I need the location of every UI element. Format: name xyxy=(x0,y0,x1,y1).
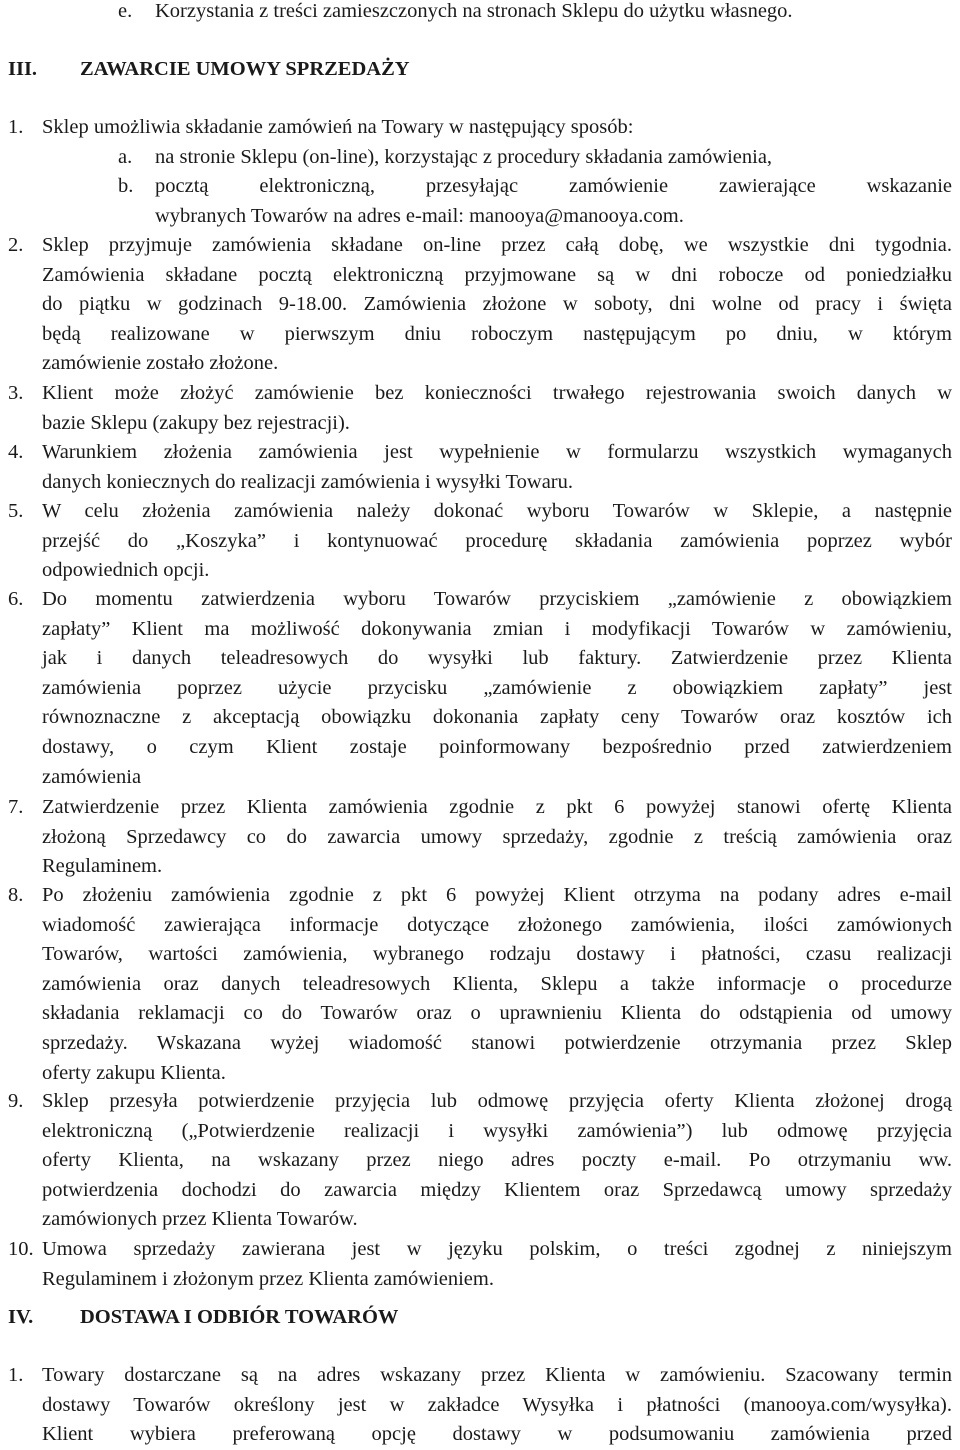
point-text-line: Towary dostarczane są na adres wskazany przez Klienta w zamówieniu. Szacowany termin xyxy=(42,1364,952,1386)
point-text-line: potwierdzenia dochodzi do zawarcia między Klientem oraz Sprzedawcą umowy sprzedaży xyxy=(42,1178,952,1201)
point-number: 4. xyxy=(8,441,24,463)
point-text-line: zapłaty” Klient ma możliwość dokonywania zmian i modyfikacji Towarów w zamówieniu, xyxy=(42,617,952,640)
point-text-line: Klient może złożyć zamówienie bez konieczności trwałego rejestrowania swoich danych w xyxy=(42,382,952,404)
point-text-line: jak i danych teleadresowych do wysyłki lub faktury. Zatwierdzenie przez Klienta xyxy=(42,647,952,670)
point-number: 1. xyxy=(8,116,24,138)
section-title: DOSTAWA I ODBIÓR TOWARÓW xyxy=(80,1306,399,1328)
point-text-line: W celu złożenia zamówienia należy dokonać wyboru Towarów w Sklepie, a następnie xyxy=(42,500,952,522)
list-marker: a. xyxy=(118,146,133,168)
point-number: 2. xyxy=(8,234,24,256)
point-text-line: do piątku w godzinach 9-18.00. Zamówienia złożone w soboty, dni wolne od pracy i święta xyxy=(42,293,952,316)
point-text-line: bazie Sklepu (zakupy bez rejestracji). xyxy=(42,411,350,434)
point-text-line: Do momentu zatwierdzenia wyboru Towarów przyciskiem „zamówienie z obowiązkiem xyxy=(42,588,952,610)
point-number: 10. xyxy=(8,1238,34,1260)
point-text-line: Sklep przyjmuje zamówienia składane on-line przez całą dobę, we wszystkie dni tygodnia. xyxy=(42,234,952,256)
point-text-line: sprzedaży. Wskazana wyżej wiadomość stanowi potwierdzenie otrzymania przez Sklep xyxy=(42,1032,952,1054)
point-text-line: Zamówienia składane pocztą elektroniczną przyjmowane są w dni robocze od poniedziałku xyxy=(42,263,952,286)
list-item-text: pocztą elektroniczną, przesyłając zamówienie zawierające wskazanie xyxy=(155,175,952,197)
list-item-text: wybranych Towarów na adres e-mail: manooya@manooya.com. xyxy=(155,205,684,227)
point-text-line: Warunkiem złożenia zamówienia jest wypełnienie w formularzu wszystkich wymaganych xyxy=(42,441,952,463)
section-number: III. xyxy=(8,58,38,80)
point-number: 8. xyxy=(8,884,24,906)
point-text-line: Sklep przesyła potwierdzenie przyjęcia lub odmowę przyjęcia oferty Klienta złożonej drogą xyxy=(42,1090,952,1112)
point-number: 7. xyxy=(8,796,24,818)
point-number: 9. xyxy=(8,1090,24,1112)
point-text-line: zamówienia poprzez użycie przycisku „zamówienie z obowiązkiem zapłaty” jest xyxy=(42,676,952,699)
point-text-line: oferty zakupu Klienta. xyxy=(42,1061,226,1084)
section-title: ZAWARCIE UMOWY SPRZEDAŻY xyxy=(80,58,410,80)
point-text-line: zamówienie zostało złożone. xyxy=(42,352,279,375)
point-text-line: Towarów, wartości zamówienia, wybranego rodzaju dostawy i płatności, czasu realizacji xyxy=(42,943,952,966)
point-text-line: Umowa sprzedaży zawierana jest w języku polskim, o treści zgodnej z niniejszym xyxy=(42,1238,952,1260)
point-text-line: składania reklamacji co do Towarów oraz o uprawnieniu Klienta do odstąpienia od umowy xyxy=(42,1002,952,1025)
point-number: 6. xyxy=(8,588,24,610)
list-marker: e. xyxy=(118,0,133,22)
point-text-line: Regulaminem. xyxy=(42,855,163,878)
point-text-line: Po złożeniu zamówienia zgodnie z pkt 6 powyżej Klient otrzyma na podany adres e-mail xyxy=(42,884,952,906)
point-text-line: dostawy Towarów określony jest w zakładce Wysyłka i płatności (manooya.com/wysyłka). xyxy=(42,1393,952,1416)
point-text-line: Klient wybiera preferowaną opcję dostawy w podsumowaniu zamówienia przed xyxy=(42,1423,952,1446)
list-marker: b. xyxy=(118,175,134,197)
point-text-line: odpowiednich opcji. xyxy=(42,559,210,582)
point-text-line: oferty Klienta, na wskazany przez niego adres poczty e-mail. Po otrzymaniu ww. xyxy=(42,1149,952,1172)
point-text-line: złożoną Sprzedawcy co do zawarcia umowy sprzedaży, zgodnie z treścią zamówienia oraz xyxy=(42,825,952,848)
point-number: 1. xyxy=(8,1364,24,1386)
point-text-line: zamówienia xyxy=(42,765,142,788)
section-number: IV. xyxy=(8,1306,34,1328)
point-number: 3. xyxy=(8,382,24,404)
point-text-line: Zatwierdzenie przez Klienta zamówienia zgodnie z pkt 6 powyżej stanowi ofertę Klienta xyxy=(42,796,952,818)
point-text: Sklep umożliwia składanie zamówień na Towary w następujący sposób: xyxy=(42,116,634,138)
point-text-line: danych koniecznych do realizacji zamówienia i wysyłki Towaru. xyxy=(42,470,573,493)
point-text-line: zamówienia oraz danych teleadresowych Klienta, Sklepu a także informacje o procedurze xyxy=(42,972,952,995)
point-number: 5. xyxy=(8,500,24,522)
list-item-text: na stronie Sklepu (on-line), korzystając z procedury składania zamówienia, xyxy=(155,146,773,168)
point-text-line: wiadomość zawierająca informacje dotyczące złożonego zamówienia, ilości zamówionych xyxy=(42,913,952,936)
point-text-line: przejść do „Koszyka” i kontynuować procedurę składania zamówienia poprzez wybór xyxy=(42,529,952,552)
list-item-text: Korzystania z treści zamieszczonych na stronach Sklepu do użytku własnego. xyxy=(155,0,793,22)
point-text-line: będą realizowane w pierwszym dniu roboczym następującym po dniu, w którym xyxy=(42,322,952,345)
point-text-line: zamówionych przez Klienta Towarów. xyxy=(42,1208,358,1231)
point-text-line: równoznaczne z akceptacją obowiązku dokonania zapłaty ceny Towarów oraz kosztów ich xyxy=(42,706,952,729)
point-text-line: dostawy, o czym Klient zostaje poinformowany bezpośrednio przed zatwierdzeniem xyxy=(42,736,952,758)
point-text-line: Regulaminem i złożonym przez Klienta zamówieniem. xyxy=(42,1267,494,1290)
point-text-line: elektroniczną („Potwierdzenie realizacji i wysyłki zamówienia”) lub odmowę przyjęcia xyxy=(42,1119,952,1142)
